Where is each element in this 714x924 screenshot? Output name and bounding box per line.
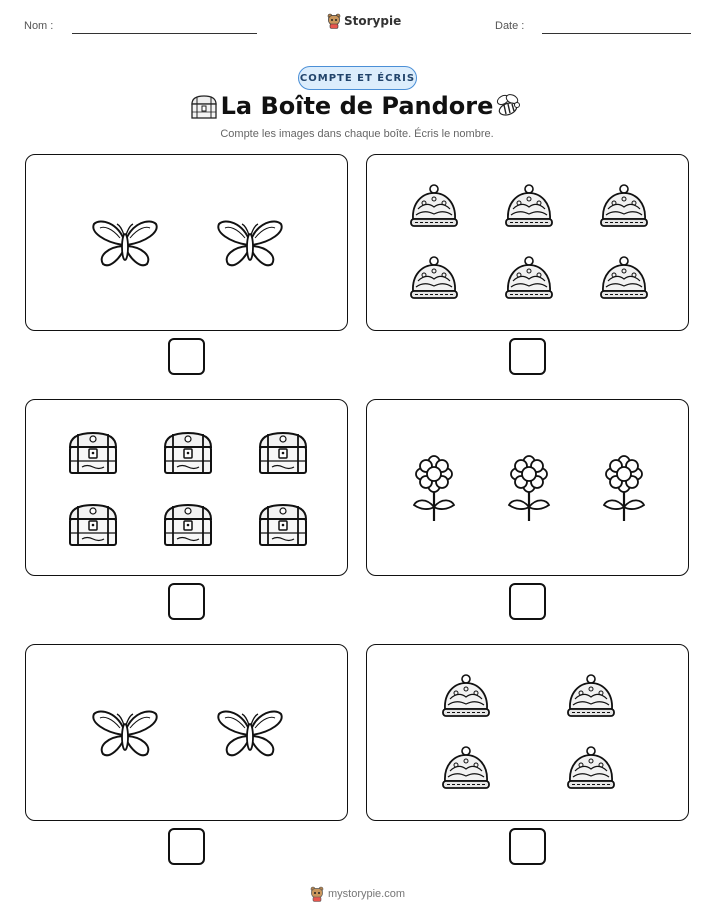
date-line[interactable] <box>542 33 691 34</box>
page-title: La Boîte de Pandore <box>220 92 494 120</box>
answer-box[interactable] <box>168 338 205 375</box>
exercise-card <box>25 154 348 331</box>
footer-url: mystorypie.com <box>328 888 406 900</box>
exercise-card <box>366 399 689 576</box>
flower-icon <box>504 455 554 523</box>
crown-jar-icon <box>408 183 460 233</box>
brand-logo <box>327 13 401 29</box>
answer-box[interactable] <box>168 583 205 620</box>
exercise-card <box>25 399 348 576</box>
bee-icon <box>493 92 523 120</box>
answer-box[interactable] <box>509 338 546 375</box>
date-label: Date : <box>495 20 525 32</box>
crown-jar-icon <box>440 745 492 795</box>
name-line[interactable] <box>72 33 257 34</box>
treasure-chest-icon <box>256 501 310 549</box>
storypie-mascot-icon <box>310 886 324 902</box>
answer-box[interactable] <box>509 828 546 865</box>
crown-jar-icon <box>598 183 650 233</box>
exercise-card <box>366 154 689 331</box>
answer-box[interactable] <box>509 583 546 620</box>
instructions: Compte les images dans chaque boîte. Écris le nombre. <box>220 128 494 140</box>
butterfly-icon <box>215 706 285 762</box>
flower-icon <box>409 455 459 523</box>
crown-jar-icon <box>565 745 617 795</box>
exercise-card <box>366 644 689 821</box>
answer-box[interactable] <box>168 828 205 865</box>
crown-jar-icon <box>408 255 460 305</box>
exercise-card <box>25 644 348 821</box>
treasure-chest-icon <box>66 429 120 477</box>
activity-badge: COMPTE ET ÉCRIS <box>298 66 417 90</box>
crown-jar-icon <box>503 183 555 233</box>
butterfly-icon <box>90 706 160 762</box>
crown-jar-icon <box>565 673 617 723</box>
butterfly-icon <box>90 216 160 272</box>
crown-jar-icon <box>440 673 492 723</box>
crown-jar-icon <box>503 255 555 305</box>
treasure-chest-icon <box>256 429 310 477</box>
butterfly-icon <box>215 216 285 272</box>
treasure-chest-icon <box>161 501 215 549</box>
brand-name: Storypie <box>344 14 402 28</box>
storypie-mascot-icon <box>327 13 341 29</box>
crown-jar-icon <box>598 255 650 305</box>
treasure-chest-icon <box>161 429 215 477</box>
footer <box>310 886 405 902</box>
flower-icon <box>599 455 649 523</box>
treasure-chest-icon <box>66 501 120 549</box>
name-label: Nom : <box>24 20 54 32</box>
